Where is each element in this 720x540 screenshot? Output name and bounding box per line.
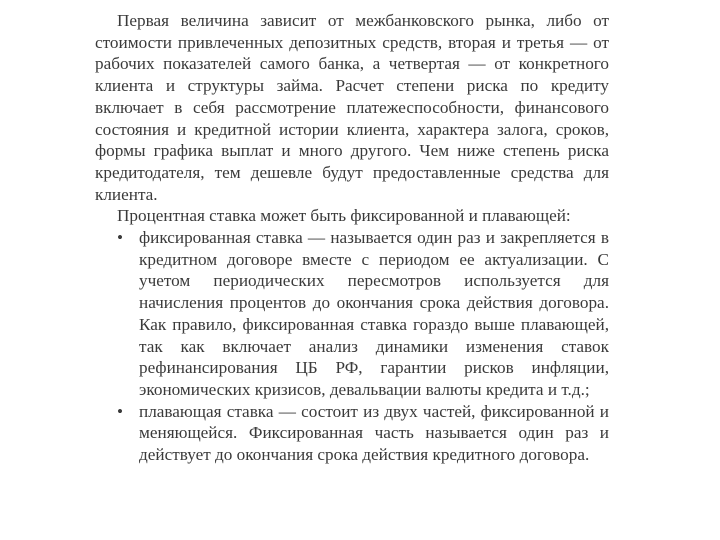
paragraph-rate-types: Процентная ставка может быть фиксированной и плавающей: xyxy=(117,206,571,226)
list-item-text: плавающая ставка — состоит из двух частей, фиксированной и меняющейся. Фиксированная часть называется один раз и действует до окончания срока действия кредитного договора. xyxy=(139,401,609,465)
paragraph-interest-components: Первая величина зависит от межбанковского рынка, либо от стоимости привлеченных депозитных средств, вторая и третья — от рабочих показателей самого банка, а четвертая — от конкретного клиента и структуры займа. Расчет степени риска по кредиту включает в себя рассмотрение платежеспособности, финансового состояния и кредитной истории клиента, характера залога, сроков, формы графика выплат и много другого. Чем ниже степень риска кредитодателя, тем дешевле будут предоставленные средства для клиента. xyxy=(95,11,609,204)
bullet-icon: • xyxy=(117,228,124,248)
rate-types-list xyxy=(95,227,609,466)
bullet-icon: • xyxy=(117,401,124,421)
document-page xyxy=(95,10,609,512)
list-item-text: фиксированная ставка — называется один раз и закрепляется в кредитном договоре вместе с периодом ее актуализации. С учетом периодических пересмотров используется для начисления процентов до окончания срока действия договора. Как правило, фиксированная ставка гораздо выше плавающей, так как включает анализ динамики изменения ставок рефинансирования ЦБ РФ, гарантии рисков инфляции, экономических кризисов, девальвации валюты кредита и т.д.; xyxy=(139,228,609,399)
list-item-fixed-rate xyxy=(95,227,609,401)
list-item-floating-rate xyxy=(95,401,609,466)
